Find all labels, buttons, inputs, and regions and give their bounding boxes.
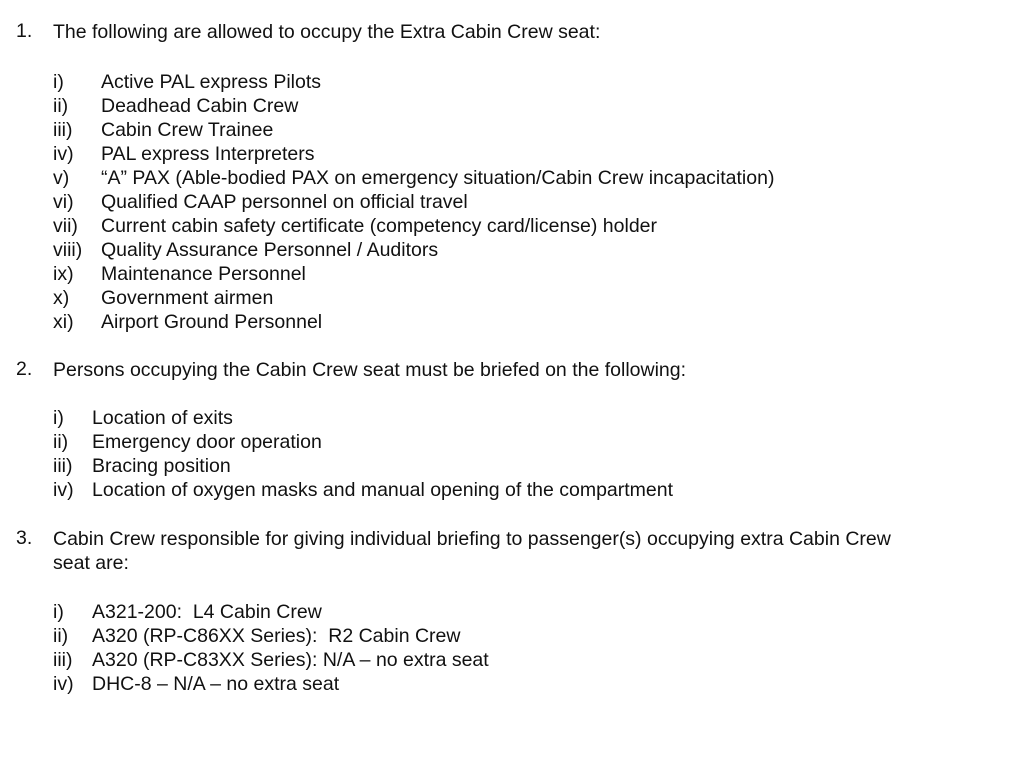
list-item-text: DHC-8 – N/A – no extra seat bbox=[92, 673, 340, 695]
list-item-number: vi) bbox=[53, 191, 74, 213]
list-item-text: Deadhead Cabin Crew bbox=[101, 95, 299, 117]
section-number: 1. bbox=[16, 20, 33, 42]
list-item-text: Bracing position bbox=[92, 455, 231, 477]
list-item-number: i) bbox=[53, 601, 64, 623]
list-item-number: xi) bbox=[53, 311, 74, 333]
list-item-number: iii) bbox=[53, 649, 73, 671]
list-item-number: ii) bbox=[53, 625, 69, 647]
list-item-number: viii) bbox=[53, 239, 83, 261]
list-item-text: A320 (RP-C83XX Series): N/A – no extra seat bbox=[92, 649, 489, 671]
section-heading-line-2: seat are: bbox=[53, 552, 129, 574]
list-item-text: Qualified CAAP personnel on official travel bbox=[101, 191, 468, 213]
section-number: 2. bbox=[16, 358, 33, 380]
list-item-number: vii) bbox=[53, 215, 78, 237]
list-item-text: Location of exits bbox=[92, 407, 233, 429]
list-item-text: Location of oxygen masks and manual opening of the compartment bbox=[92, 479, 674, 501]
list-item-number: iii) bbox=[53, 455, 73, 477]
list-item-text: A320 (RP-C86XX Series): R2 Cabin Crew bbox=[92, 625, 461, 647]
list-item-number: ii) bbox=[53, 431, 69, 453]
section-number: 3. bbox=[16, 527, 33, 549]
list-item-number: iv) bbox=[53, 143, 74, 165]
list-item-number: ii) bbox=[53, 95, 69, 117]
list-item-number: v) bbox=[53, 167, 70, 189]
list-item-number: x) bbox=[53, 287, 70, 309]
list-item-number: iv) bbox=[53, 673, 74, 695]
list-item-number: i) bbox=[53, 71, 64, 93]
list-item-number: ix) bbox=[53, 263, 74, 285]
list-item-number: iii) bbox=[53, 119, 73, 141]
list-item-text: Active PAL express Pilots bbox=[101, 71, 322, 93]
list-item-text: Airport Ground Personnel bbox=[101, 311, 323, 333]
list-item-number: iv) bbox=[53, 479, 74, 501]
section-heading: The following are allowed to occupy the Extra Cabin Crew seat: bbox=[53, 21, 601, 43]
section-heading: Persons occupying the Cabin Crew seat must be briefed on the following: bbox=[53, 359, 687, 381]
list-item-text: Quality Assurance Personnel / Auditors bbox=[101, 239, 439, 261]
list-item-number: i) bbox=[53, 407, 64, 429]
list-item-text: Government airmen bbox=[101, 287, 274, 309]
list-item-text: Cabin Crew Trainee bbox=[101, 119, 274, 141]
list-item-text: Maintenance Personnel bbox=[101, 263, 306, 285]
list-item-text: Emergency door operation bbox=[92, 431, 322, 453]
section-heading-line-1: Cabin Crew responsible for giving individual briefing to passenger(s) occupying extra Cabin Crew bbox=[53, 528, 891, 550]
list-item-text: “A” PAX (Able-bodied PAX on emergency situation/Cabin Crew incapacitation) bbox=[101, 167, 775, 189]
list-item-text: PAL express Interpreters bbox=[101, 143, 315, 165]
list-item-text: Current cabin safety certificate (competency card/license) holder bbox=[101, 215, 657, 237]
list-item-text: A321-200: L4 Cabin Crew bbox=[92, 601, 322, 623]
